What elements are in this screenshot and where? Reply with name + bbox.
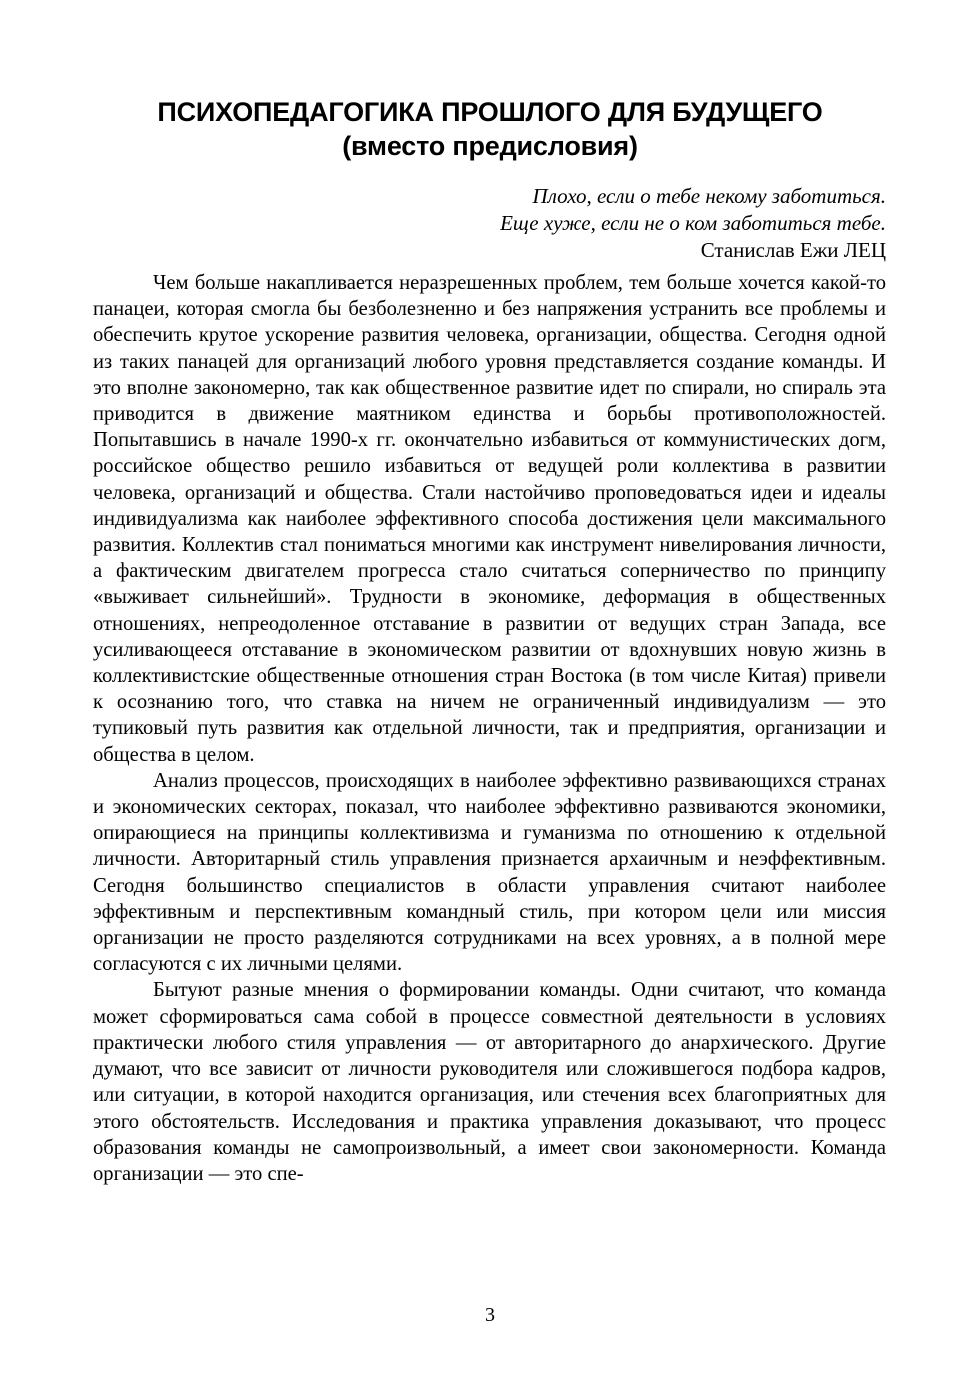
body-text bbox=[93, 270, 886, 1187]
epigraph-line-2: Еще хуже, если не о ком заботиться тебе. bbox=[500, 211, 886, 235]
epigraph bbox=[500, 183, 886, 264]
page-number: 3 bbox=[485, 1304, 495, 1326]
paragraph-2: Анализ процессов, происходящих в наиболее эффективно развивающихся странах и экономических секторах, показал, что наиболее эффективно развиваются экономики, опирающиеся на принципы коллективизма и гуманизма по отношению к отдельной личности. Авторитарный стиль управления признается архаичным и неэффективным. Сегодня большинство специалистов в области управления считают наиболее эффективным и перспективным командный стиль, при котором цели или миссия организации не просто разделяются сотрудниками на всех уровнях, а в полной мере согласуются с их личными целями. bbox=[93, 769, 886, 976]
page-subtitle: (вместо предисловия) bbox=[342, 131, 638, 161]
page-title: ПСИХОПЕДАГОГИКА ПРОШЛОГО ДЛЯ БУДУЩЕГО bbox=[157, 97, 823, 127]
paragraph-1: Чем больше накапливается неразрешенных проблем, тем больше хочется какой-то панацеи, которая смогла бы безболезненно и без напряжения устранить все проблемы и обеспечить крутое ускорение развития человека, организации, общества. Сегодня одной из таких панацей для организаций любого уровня представляется создание команды. И это вполне закономерно, так как общественное развитие идет по спирали, но спираль эта приводится в движение маятником единства и борьбы противоположностей. Попытавшись в начале 1990-х гг. окончательно избавиться от коммунистических догм, российское общество решило избавиться от ведущей роли коллектива в развитии человека, организаций и общества. Стали настойчиво проповедоваться идеи и идеалы индивидуализма как наиболее эффективного способа достижения цели максимального развития. Коллектив стал пониматься многими как инструмент нивелирования личности, а фактическим двигателем прогресса стало считаться соперничество по принципу «выживает сильнейший». Трудности в экономике, деформация в общественных отношениях, непреодоленное отставание в развитии от ведущих стран Запада, все усиливающееся отставание в экономическом развитии от вдохнувших новую жизнь в коллективистские общественные отношения стран Востока (в том числе Китая) привели к осознанию того, что ставка на ничем не ограниченный индивидуализм — это тупиковый путь развития как отдельной личности, так и предприятия, организации и общества в целом. bbox=[93, 272, 886, 766]
epigraph-author: Станислав Ежи ЛЕЦ bbox=[700, 238, 886, 262]
paragraph-3: Бытуют разные мнения о формировании команды. Одни считают, что команда может сформироваться сама собой в процессе совместной деятельности в условиях практически любого стиля управления — от авторитарного до анархического. Другие думают, что все зависит от личности руководителя или сложившегося подбора кадров, или ситуации, в которой находится организация, или стечения всех благоприятных для этого обстоятельств. Исследования и практика управления доказывают, что процесс образования команды не самопроизвольный, а имеет свои закономерности. Команда организации — это спе- bbox=[93, 979, 886, 1185]
epigraph-line-1: Плохо, если о тебе некому заботиться. bbox=[532, 184, 886, 208]
